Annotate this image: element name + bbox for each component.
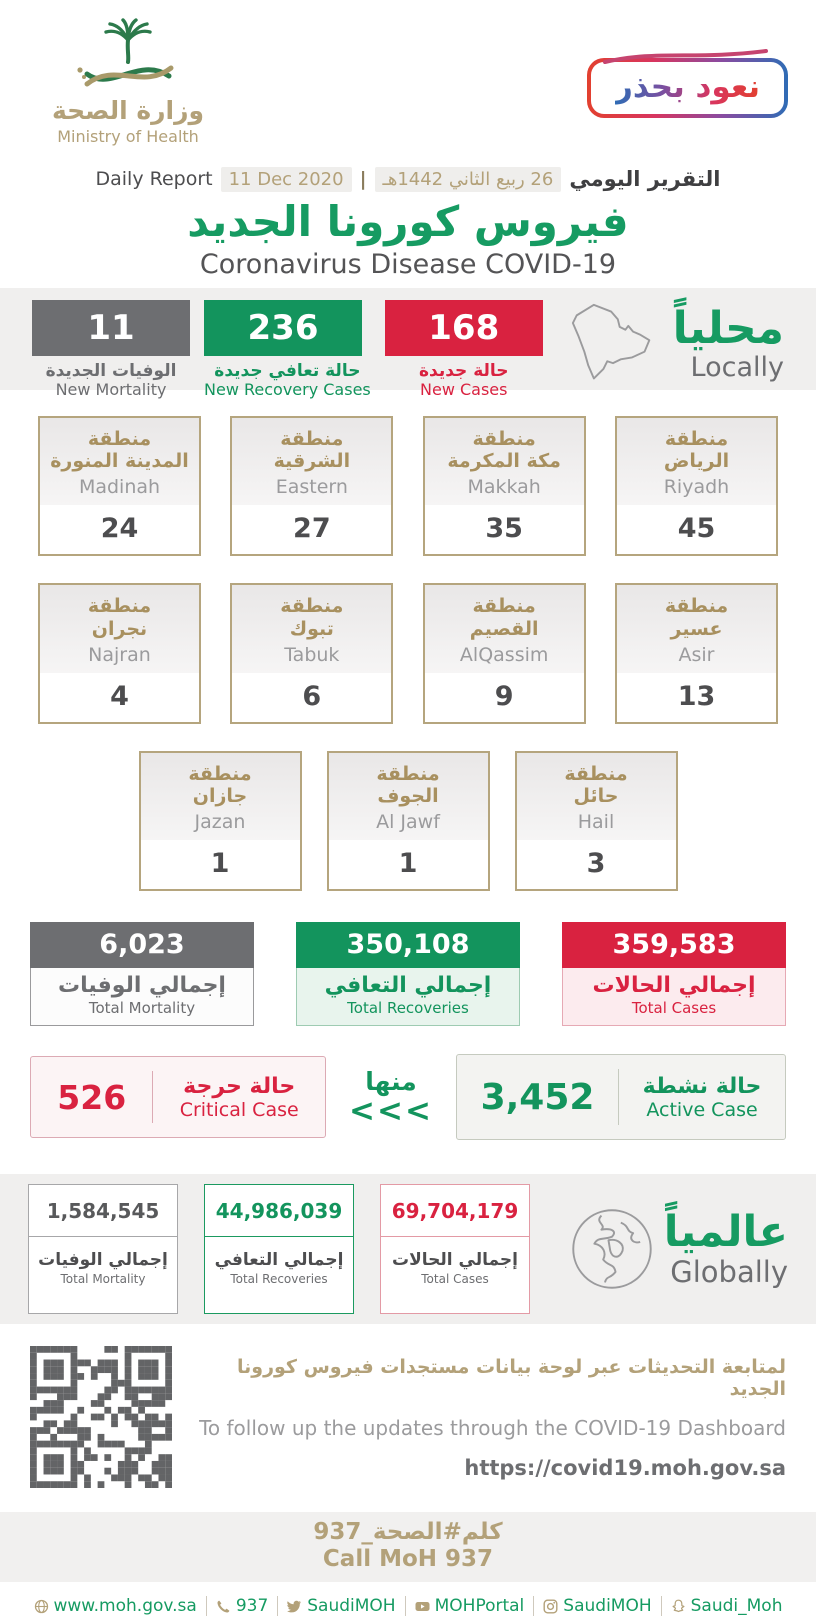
region-prefix-ar: منطقة [188,762,252,785]
header [0,0,816,162]
phone-icon [216,1599,231,1614]
region-value: 45 [677,513,716,545]
region-name-en: Madinah [78,476,161,499]
footer-website-link[interactable] [25,1596,206,1616]
moh-logo-icon [53,18,203,96]
saudi-map-icon [559,302,667,388]
global-mortality-label-ar: إجمالي الوفيات [38,1250,168,1271]
divider [152,1071,153,1123]
footer-phone-label: 937 [235,1596,269,1616]
global-recoveries-label-ar: إجمالي التعافي [214,1250,344,1271]
region-value: 6 [302,680,322,712]
date-gregorian: 11 Dec 2020 [221,167,352,192]
region-value: 27 [293,513,331,545]
region-name-ar: مكة المكرمة [447,450,561,473]
region-name-ar: المدينة المنورة [50,450,189,473]
footer-instagram-link[interactable] [533,1596,660,1616]
globe-icon [568,1205,656,1293]
region-name-ar: تبوك [289,617,334,640]
global-mortality-label-en: Total Mortality [60,1272,146,1287]
region-value: 24 [100,513,139,545]
region-name-en: Hail [577,811,615,834]
call-band [0,1512,816,1582]
region-name-en: AlQassim [459,643,549,666]
badge-text: نعود بحذر [614,69,760,105]
new-cases-label-en: New Cases [420,379,508,399]
locally-label-ar: محلياً [672,302,784,354]
new-mortality-value: 11 [32,300,190,356]
global-recoveries-label-en: Total Recoveries [230,1272,328,1287]
region-card-madinah [38,416,201,557]
globally-label-ar: عالمياً [663,1206,788,1257]
call-line-ar: كلم#الصحة_937 [313,1519,503,1546]
region-prefix-ar: منطقة [564,762,628,785]
active-case-value: 3,452 [480,1076,595,1118]
chevrons-left-icon: <<< [349,1093,433,1130]
region-name-en: Jazan [194,811,246,834]
total-cases-label-en: Total Cases [631,999,717,1018]
footer [0,1596,816,1616]
footer-youtube-label: MOHPortal [434,1596,525,1616]
new-recovery-stat [204,300,371,399]
new-cases-stat [385,300,543,399]
region-card-najran [38,583,201,724]
region-value: 1 [210,848,230,880]
total-recoveries-card [296,922,520,1026]
date-hijri: 26 ربيع الثاني 1442هـ [375,167,562,192]
total-recoveries-label-ar: إجمالي التعافي [324,973,492,999]
new-recovery-label-ar: حالة تعافي جديدة [214,360,361,381]
youtube-icon [415,1599,430,1614]
page-title-en: Coronavirus Disease COVID-19 [199,248,617,280]
region-name-en: Al Jawf [376,811,440,834]
footer-snapchat-label: Saudi_Moh [690,1596,783,1616]
report-date-line [0,162,816,196]
globally-label-en: Globally [670,1254,788,1289]
footer-twitter-label: SaudiMOH [307,1596,396,1616]
locally-label-en: Locally [690,352,784,384]
region-card-jazan [139,751,302,892]
region-name-ar: نجران [91,617,148,640]
total-mortality-card [30,922,254,1026]
region-name-en: Riyadh [663,476,730,499]
total-cases-card [562,922,786,1026]
total-mortality-value: 6,023 [30,922,254,968]
region-name-ar: حائل [573,785,619,808]
active-case-label-en: Active Case [646,1098,758,1121]
totals-row [0,920,816,1026]
active-case-box [456,1054,786,1140]
region-value: 35 [485,513,523,545]
region-card-hail [515,751,678,892]
dashboard-section [0,1324,816,1500]
global-cases-label-ar: إجمالي الحالات [392,1250,518,1271]
region-value: 3 [586,848,606,880]
region-prefix-ar: منطقة [87,595,152,618]
qr-code [30,1346,172,1492]
region-card-eastern [230,416,393,557]
of-which-label-ar: منها [365,1067,417,1097]
region-value: 1 [398,848,418,880]
dashboard-line-en: To follow up the updates through the COVID-19 Dashboard [199,1416,786,1441]
critical-case-label-ar: حالة حرجة [183,1073,296,1099]
global-band [0,1174,816,1324]
total-mortality-label-ar: إجمالي الوفيات [58,973,226,999]
region-value: 4 [110,680,129,712]
daily-report-en: Daily Report [95,168,213,190]
region-prefix-ar: منطقة [664,595,729,618]
logo-title-ar: وزارة الصحة [51,96,205,125]
of-which-indicator [349,1067,433,1130]
footer-phone-link[interactable] [206,1596,277,1616]
region-name-en: Eastern [275,476,348,499]
logo-title-en: Ministry of Health [57,127,199,146]
region-card-aljawf [327,751,490,892]
region-prefix-ar: منطقة [376,762,440,785]
global-cases-value: 69,704,179 [381,1185,529,1237]
date-separator: | [359,168,367,190]
region-name-en: Tabuk [284,643,340,666]
footer-snapchat-link[interactable] [661,1596,792,1616]
region-name-ar: الجوف [377,785,439,808]
daily-report-ar: التقرير اليومي [569,167,721,191]
status-row [0,1054,816,1140]
call-line-en: Call MoH 937 [322,1546,494,1573]
region-prefix-ar: منطقة [472,595,536,618]
region-name-ar: عسير [670,617,723,640]
dashboard-line-ar: لمتابعة التحديثات عبر لوحة بيانات مستجدات فيروس كورونا الجديد [237,1356,786,1401]
snapchat-icon [671,1599,686,1614]
critical-case-label-en: Critical Case [179,1098,299,1121]
badge-swoosh-icon [601,48,771,64]
divider [618,1069,619,1125]
region-prefix-ar: منطقة [280,595,344,618]
globe-icon [34,1599,49,1614]
new-recovery-label-en: New Recovery Cases [204,379,371,399]
twitter-icon [287,1599,302,1614]
region-name-en: Najran [88,643,151,666]
region-name-en: Asir [678,643,715,666]
region-name-ar: جازان [192,785,248,808]
footer-youtube-link[interactable] [405,1596,534,1616]
total-cases-value: 359,583 [562,922,786,968]
new-cases-value: 168 [385,300,543,356]
return-with-caution-badge [587,58,788,118]
region-prefix-ar: منطقة [472,427,536,450]
critical-case-box [30,1056,326,1138]
region-name-en: Makkah [467,476,541,499]
region-card-riyadh [615,416,778,557]
region-value: 13 [677,680,716,712]
regions-section [0,390,816,921]
region-value: 9 [494,680,514,712]
total-recoveries-label-en: Total Recoveries [347,999,469,1018]
instagram-icon [543,1599,558,1614]
footer-website-label: www.moh.gov.sa [53,1596,197,1616]
region-card-tabuk [230,583,393,724]
region-card-asir [615,583,778,724]
footer-instagram-label: SaudiMOH [563,1596,652,1616]
total-recoveries-value: 350,108 [296,922,520,968]
new-cases-label-ar: حالة جديدة [418,360,509,381]
page-title-ar: فيروس كورونا الجديد [187,197,629,246]
total-cases-label-ar: إجمالي الحالات [592,973,756,999]
active-case-label-ar: حالة نشطة [642,1073,762,1099]
global-recoveries-value: 44,986,039 [205,1185,353,1237]
region-prefix-ar: منطقة [664,427,729,450]
region-prefix-ar: منطقة [87,427,152,450]
moh-logo [28,18,228,146]
region-card-makkah [423,416,586,557]
region-name-ar: القصيم [469,617,539,640]
footer-twitter-link[interactable] [277,1596,404,1616]
new-mortality-label-en: New Mortality [55,379,167,399]
global-cases-card [380,1184,530,1314]
new-recovery-value: 236 [204,300,362,356]
new-stats-band [0,288,816,399]
critical-case-value: 526 [57,1077,127,1117]
dashboard-url-link[interactable]: https://covid19.moh.gov.sa [464,1456,786,1481]
region-name-ar: الرياض [663,450,730,473]
total-mortality-label-en: Total Mortality [88,999,196,1018]
region-name-ar: الشرقية [273,450,351,473]
global-mortality-card [28,1184,178,1314]
region-card-alqassim [423,583,586,724]
new-mortality-label-ar: الوفيات الجديدة [45,360,177,381]
new-mortality-stat [32,300,190,399]
global-recoveries-card [204,1184,354,1314]
global-cases-label-en: Total Cases [421,1272,489,1287]
global-mortality-value: 1,584,545 [29,1185,177,1237]
region-prefix-ar: منطقة [280,427,344,450]
